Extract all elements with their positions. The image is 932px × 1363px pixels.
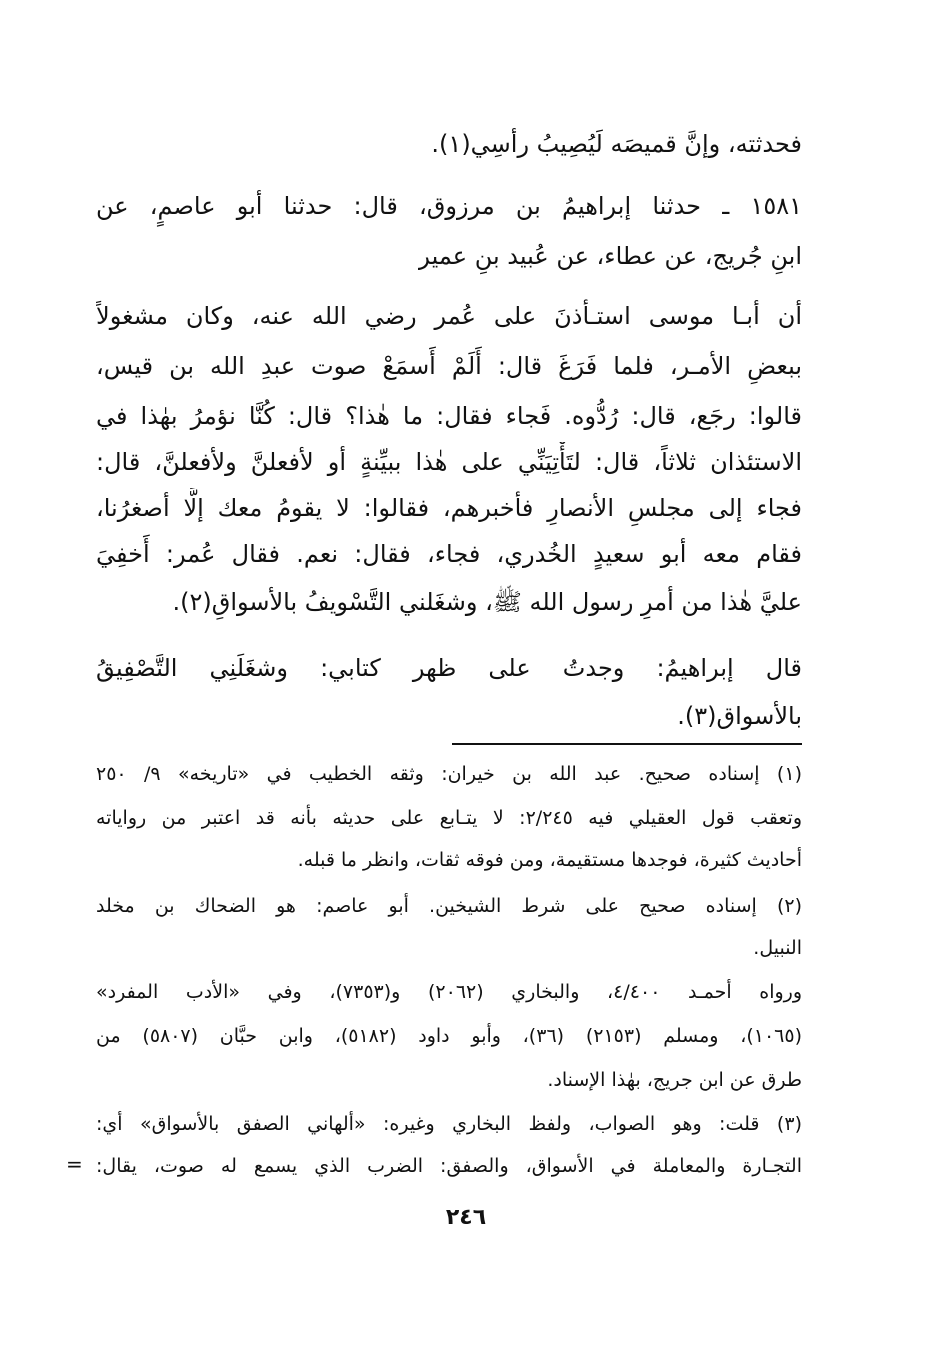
main-text-line-11: قال إبراهيمُ: وجدتُ على ظهر كتابي: وشغَلَنِي التَّصْفِيقُ bbox=[96, 654, 802, 682]
main-text-line-9: فقام معه أبو سعيدٍ الخُدري، فجاء، فقال: نعم. فقال عُمر: أَخفِيَ bbox=[96, 540, 802, 568]
main-text-line-3: ابنِ جُريج، عن عطاء، عن عُبيد بنِ عمير bbox=[418, 242, 802, 270]
main-text-line-12: بالأسواق(٣). bbox=[677, 702, 802, 730]
main-text-line-8: فجاء إلى مجلسِ الأنصارِ فأخبرهم، فقالوا: لا يقومُ معك إلَّا أصغرُنا، bbox=[96, 494, 802, 522]
footnote-line-10: التجـارة والمعاملة في الأسواق، والصفق: الضرب الذي يسمع له صوت، يقال: bbox=[96, 1155, 802, 1177]
main-text-line-2: ١٥٨١ ـ حدثنا إبراهيمُ بن مرزوق، قال: حدثنا أبو عاصمٍ، عن bbox=[96, 192, 802, 220]
footnote-line-3: أحاديث كثيرة، فوجدها مستقيمة، ومن فوقه ثقات، وانظر ما قبله. bbox=[297, 849, 802, 871]
continuation-mark: = bbox=[66, 1152, 83, 1176]
main-text-line-6: قالوا: رجَع، قال: رُدُّوه. فَجاء فقال: ما هٰذا؟ قال: كُنَّا نؤمرُ بهٰذا في bbox=[96, 402, 802, 430]
main-text-line-1: فحدثته، وإنَّ قميصَه لَيُصِيبُ رأسِي(١). bbox=[431, 130, 802, 158]
page-number: ٢٤٦ bbox=[445, 1205, 487, 1230]
footnote-separator bbox=[452, 743, 802, 745]
footnote-line-2: وتعقب قول العقيلي فيه ٢/٢٤٥: لا يتـابع على حديثه بأنه قد اعتبر من رواياته bbox=[96, 807, 802, 829]
footnote-line-4: (٢) إسناده صحيح على شرط الشيخين. أبو عاصم: هو الضحاك بن مخلد bbox=[96, 895, 802, 917]
footnote-line-8: طرق عن ابن جريج، بهٰذا الإسناد. bbox=[547, 1069, 802, 1091]
footnote-line-6: ورواه أحمـد ٤/٤٠٠، والبخاري (٢٠٦٢) و(٧٣٥٣)، وفي «الأدب المفرد» bbox=[96, 981, 802, 1003]
main-text-line-10: عليَّ هٰذا من أمرِ رسول الله ﷺ، وشغَلني التَّسْويفُ بالأسواقِ(٢). bbox=[172, 588, 802, 616]
footnote-line-9: (٣) قلت: وهو الصواب، ولفظ البخاري وغيره: «ألهاني الصفق بالأسواق» أي: bbox=[96, 1113, 802, 1135]
main-text-line-4: أن أبـا موسى استـأذنَ على عُمر رضي الله عنه، وكان مشغولاً bbox=[96, 302, 802, 330]
footnote-line-1: (١) إسناده صحيح. عبد الله بن خيران: وثقه الخطيب في «تاريخه» ٩/ ٢٥٠ bbox=[96, 763, 802, 785]
footnote-line-5: النبيل. bbox=[753, 937, 802, 959]
footnote-line-7: (١٠٦٥)، ومسلم (٢١٥٣) (٣٦)، وأبو داود (٥١٨٢)، وابن حبَّان (٥٨٠٧) من bbox=[96, 1025, 802, 1047]
main-text-line-7: الاستئذان ثلاثاً، قال: لتَأْتِيَنِّي على هٰذا ببيِّنةٍ أو لأفعلنَّ ولأفعلنَّ، قال: bbox=[96, 448, 802, 476]
main-text-line-5: ببعضِ الأمـر، فلما فَرَغَ قال: أَلَمْ أَسمَعْ صوت عبدِ الله بن قيس، bbox=[96, 352, 802, 380]
